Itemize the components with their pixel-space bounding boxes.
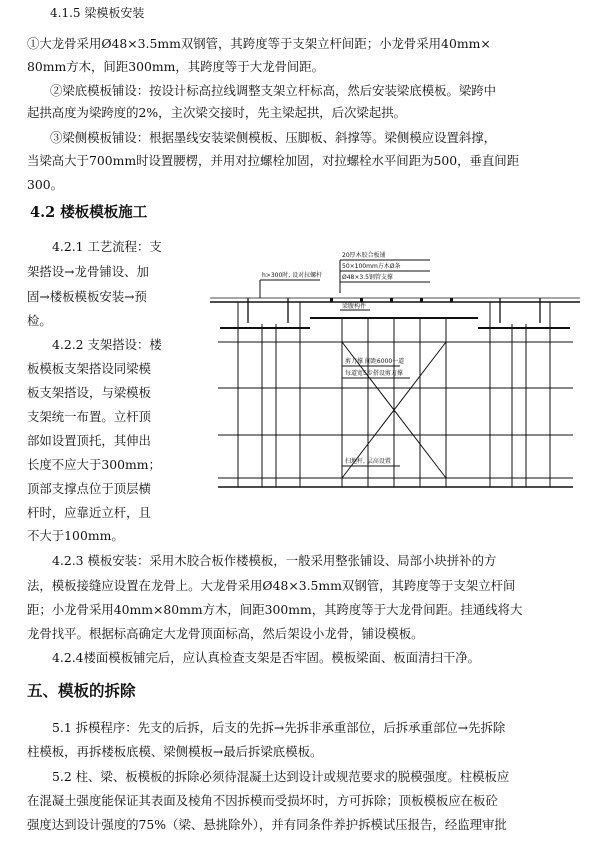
para-4-2-left-5: 4.2.2 支架搭设：楼 bbox=[52, 337, 162, 352]
para-4-1-5-line-7: 300。 bbox=[27, 177, 64, 192]
diagram-label-beam-side: 梁腹构件 bbox=[342, 303, 367, 310]
para-4-2-left-11: 顶部支撑点位于顶层横 bbox=[27, 481, 151, 496]
para-4-2-left-13: 不大于100mm。 bbox=[27, 528, 124, 543]
para-4-2-left-3: 固→楼板模板安装→预 bbox=[27, 289, 147, 304]
para-4-2-3-line-2: 法，模板接缝应设置在龙骨上。大龙骨采用Ø48×3.5mm双钢管，其跨度等于支架立杆间 bbox=[27, 578, 516, 593]
para-5-line-4: 在混凝土强度能保证其表面及棱角不因拆模而受损坏时，方可拆除；顶板模板应在板砼 bbox=[27, 793, 498, 808]
para-4-2-left-2: 架搭设→龙骨铺设、加 bbox=[27, 264, 149, 279]
diagram-label-brace-1: 剪刀撑 间距6000一道 bbox=[345, 358, 405, 365]
para-4-1-5-line-3: ②梁底模板铺设：按设计标高拉线调整支架立杆标高，然后安装梁底模板。梁跨中 bbox=[50, 83, 497, 98]
formwork-scaffold-diagram bbox=[200, 238, 585, 503]
para-4-2-left-12: 杆时，应靠近立杆，且 bbox=[27, 505, 151, 520]
para-4-1-5-line-2: 80mm方木，间距300mm，其跨度等于大龙骨间距。 bbox=[27, 59, 325, 74]
para-4-2-3-line-4: 龙骨找平。根据标高确定大龙骨顶面标高，然后架设小龙骨，铺设模板。 bbox=[27, 626, 424, 641]
para-4-2-3-line-3: 距；小龙骨采用40mm×80mm方木，间距300mm，其跨度等于大龙骨间距。挂通线将大 bbox=[27, 602, 523, 617]
para-4-2-4: 4.2.4楼面模板铺完后，应认真检查支架是否牢固。模板梁面、板面清扫干净。 bbox=[52, 650, 481, 665]
para-4-1-5-line-5: ③梁侧模板铺设：根据墨线安装梁侧模板、压脚板、斜撑等。梁侧模应设置斜撑， bbox=[50, 130, 497, 145]
para-4-1-5-line-1: ①大龙骨采用Ø48×3.5mm双钢管，其跨度等于支架立杆间距；小龙骨采用40mm× bbox=[27, 36, 491, 51]
para-4-2-left-4: 检。 bbox=[27, 313, 52, 328]
para-5-line-3: 5.2 柱、梁、板模板的拆除必须待混凝土达到设计或规范要求的脱模强度。柱模板应 bbox=[52, 769, 510, 784]
para-4-1-5-line-6: 当梁高大于700mm时设置腰楞，并用对拉螺栓加固，对拉螺栓水平间距为500，垂直间距 bbox=[27, 153, 520, 168]
section-4-1-5-title: 4.1.5 梁模板安装 bbox=[50, 6, 145, 20]
para-5-line-5: 强度达到设计强度的75%（梁、悬挑除外），并有同条件养护拆模试压报告，经监理审批 bbox=[27, 817, 507, 832]
para-5-line-2: 柱模板，再拆楼板底模、梁侧模板→最后拆梁底模板。 bbox=[27, 744, 323, 759]
section-5-title: 五、模板的拆除 bbox=[27, 682, 136, 700]
para-4-2-left-8: 支架统一布置。立杆顶 bbox=[27, 409, 151, 424]
diagram-label-sweep: 扫地杆, 层高设置 bbox=[345, 458, 391, 465]
para-4-2-3-line-1: 4.2.3 模板安装：采用木胶合板作楼模板，一般采用整张铺设、局部小块拼补的方 bbox=[52, 553, 497, 568]
para-4-2-left-1: 4.2.1 工艺流程：支 bbox=[52, 239, 162, 254]
section-4-2-title: 4.2 楼板模板施工 bbox=[30, 204, 148, 221]
para-4-2-left-7: 板支架搭设，与梁模板 bbox=[27, 385, 151, 400]
para-4-1-5-line-4: 起拱高度为梁跨度的2%，主次梁交接时，先主梁起拱，后次梁起拱。 bbox=[27, 105, 406, 120]
para-5-line-1: 5.1 拆模程序：先支的后拆，后支的先拆→先拆非承重部位，后拆承重部位→先拆除 bbox=[52, 720, 506, 735]
diagram-label-h-note: h>300时, 设对拉螺杆 bbox=[262, 272, 323, 279]
para-4-2-left-6: 板模板支架搭设同梁模 bbox=[27, 361, 151, 376]
para-4-2-left-9: 部如设置顶托，其伸出 bbox=[27, 433, 151, 448]
diagram-label-pipe: Ø48×3.5钢管支撑 bbox=[342, 274, 393, 281]
diagram-label-brace-2: 每道宽5步搭设剪刀撑 bbox=[345, 370, 403, 377]
para-4-2-left-10: 长度不应大于300mm； bbox=[27, 457, 161, 472]
diagram-label-plywood: 20厚木胶合板铺 bbox=[342, 252, 386, 259]
diagram-label-joist: 50×100mm方木Ø条 bbox=[342, 263, 401, 270]
